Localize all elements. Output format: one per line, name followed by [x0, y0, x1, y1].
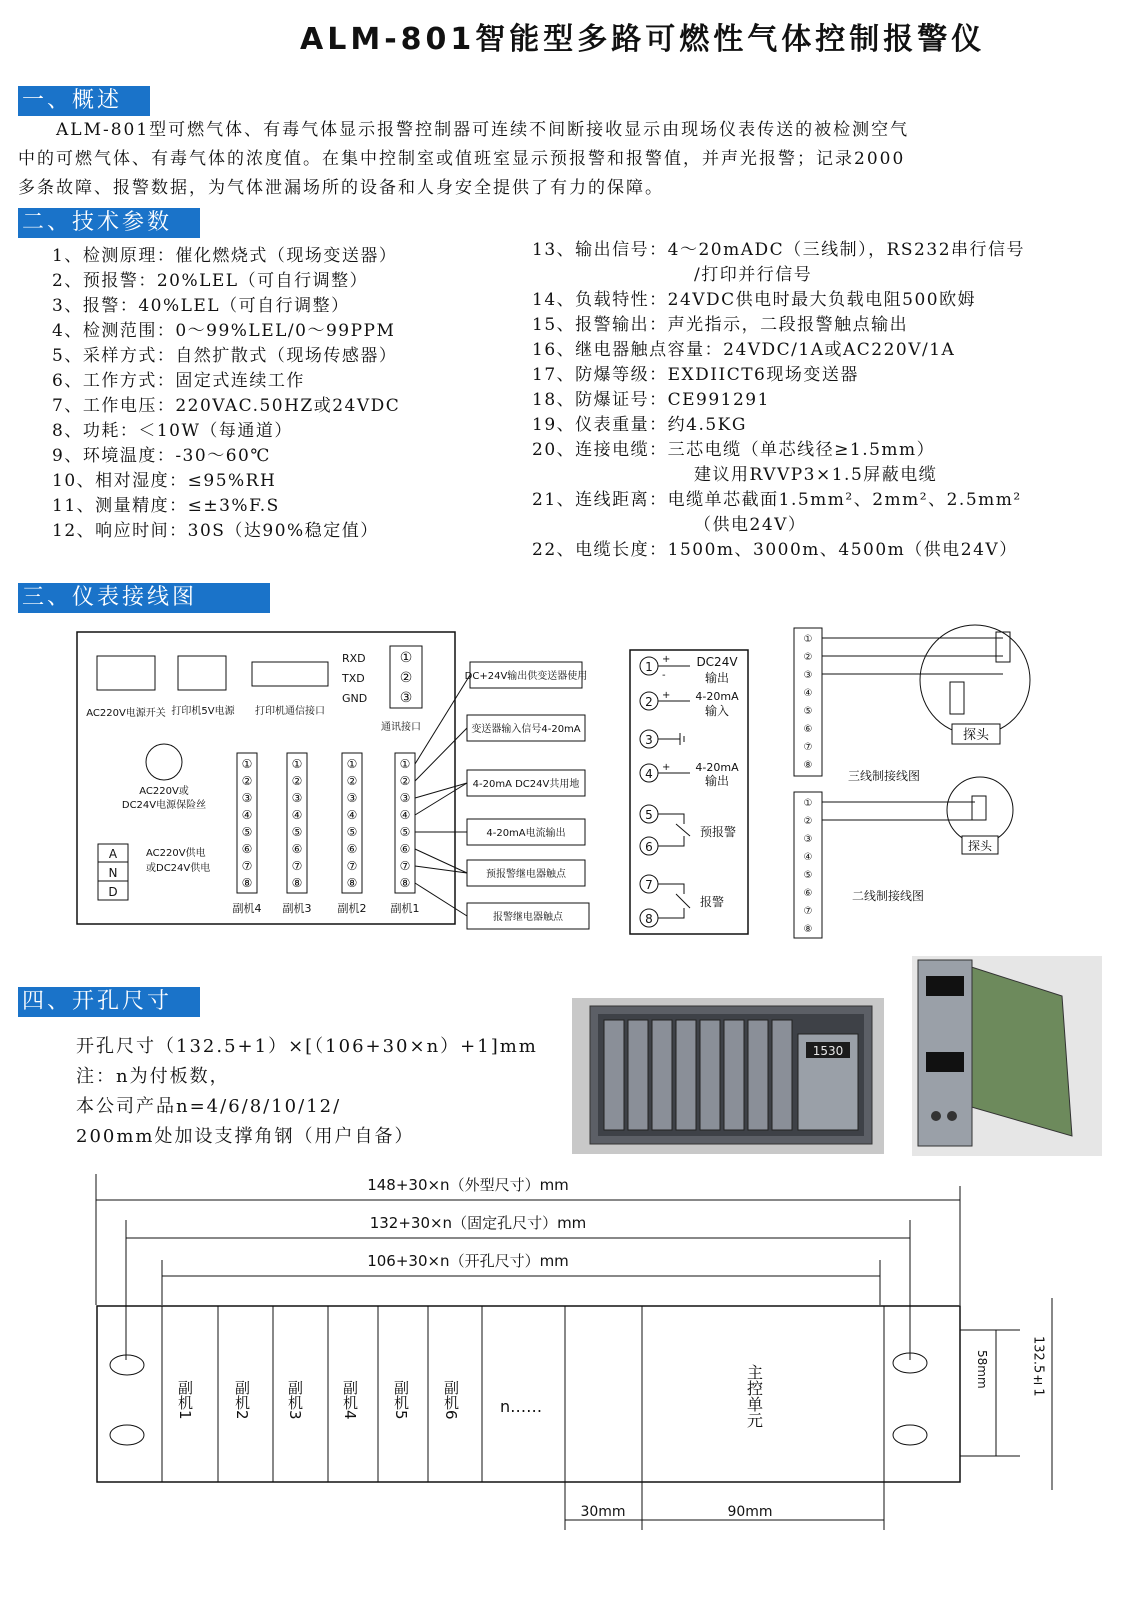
param-item: 14、负载特性：24VDC供电时最大负载电阻500欧姆	[532, 290, 977, 310]
svg-text:③: ③	[241, 791, 253, 805]
svg-text:②: ②	[399, 774, 411, 788]
svg-text:①: ①	[803, 798, 813, 809]
two-wire-probe-label: 探头	[967, 839, 993, 853]
gnd-label: GND	[342, 692, 368, 705]
svg-text:③: ③	[346, 791, 358, 805]
svg-text:⑧: ⑧	[241, 876, 253, 890]
section-heading-overview: 一、概述	[18, 86, 150, 116]
comm-term-3: ③	[399, 690, 413, 706]
param-item: 20、连接电缆：三芯电缆（单芯线径≥1.5mm）	[532, 440, 936, 460]
sub-unit-label: 副机3	[282, 902, 312, 915]
callout-5: 预报警继电器触点	[486, 869, 566, 880]
three-wire-probe-label: 探头	[962, 728, 990, 743]
svg-text:⑦: ⑦	[803, 742, 813, 753]
tb-dc24-a: DC24V	[696, 655, 738, 669]
three-wire-terms	[804, 634, 813, 771]
svg-text:⑤: ⑤	[241, 825, 253, 839]
sub-unit-4	[233, 753, 262, 915]
param-item: 18、防爆证号：CE991291	[532, 390, 770, 410]
and-supply-label-1: AC220V供电	[146, 848, 206, 859]
overview-line: 多条故障、报警数据，为气体泄漏场所的设备和人身安全提供了有力的保障。	[18, 178, 664, 198]
sub-unit-label: 副机4	[232, 902, 262, 915]
and-supply-label-2: 或DC24V供电	[146, 863, 211, 874]
overview-line: 中的可燃气体、有毒气体的浓度值。在集中控制室或值班室显示预报警和报警值，并声光报警；记录2000	[18, 149, 906, 169]
three-wire-probe-circle	[920, 625, 1030, 735]
slot-label: 副机2	[233, 1380, 251, 1420]
param-item: 19、仪表重量：约4.5KG	[532, 415, 747, 435]
slot-label: 副机5	[392, 1380, 410, 1420]
param-item: 3、报警：40%LEL（可自行调整）	[52, 296, 350, 316]
param-item: 1、检测原理：催化燃烧式（现场变送器）	[52, 246, 398, 266]
param-item: 4、检测范围：0～99%LEL/0～99PPM	[52, 321, 396, 341]
svg-text:⑤: ⑤	[291, 825, 303, 839]
param-item: 17、防爆等级：EXDIICT6现场变送器	[532, 365, 859, 385]
rxd-label: RXD	[342, 652, 366, 665]
cutout-line: 本公司产品n=4/6/8/10/12/	[76, 1096, 342, 1117]
three-wire-label: 三线制接线图	[848, 769, 921, 783]
tb-alarm: 报警	[700, 895, 725, 909]
comm-port-label: 通讯接口	[381, 722, 421, 733]
product-photo-rack	[572, 998, 884, 1154]
three-wire-terminal-strip	[794, 628, 822, 776]
slot-labels	[176, 1380, 460, 1420]
slot-label: 副机4	[341, 1380, 359, 1420]
svg-text:8: 8	[645, 912, 653, 926]
slot-label: 副机1	[176, 1380, 194, 1420]
svg-text:⑥: ⑥	[346, 842, 358, 856]
param-item: 6、工作方式：固定式连续工作	[52, 371, 305, 391]
svg-text:②: ②	[291, 774, 303, 788]
cutout-line: 注：n为付板数，	[76, 1066, 230, 1087]
svg-text:⑤: ⑤	[803, 706, 813, 717]
tb-out-a: 4-20mA	[695, 761, 739, 774]
svg-text:①: ①	[803, 634, 813, 645]
terminal-n: N	[108, 866, 118, 880]
cutout-notes	[76, 1032, 538, 1152]
param-item: 16、继电器触点容量：24VDC/1A或AC220V/1A	[532, 340, 956, 360]
two-wire-label: 二线制接线图	[852, 889, 925, 903]
overview-text	[18, 116, 1113, 203]
svg-text:⑥: ⑥	[241, 842, 253, 856]
slot-ellipsis: n……	[500, 1397, 543, 1416]
svg-text:①: ①	[346, 757, 358, 771]
sub-unit-label: 副机2	[337, 902, 367, 915]
callout-6: 报警继电器触点	[493, 912, 563, 923]
svg-text:③: ③	[291, 791, 303, 805]
svg-text:④: ④	[803, 688, 813, 699]
overview-line: ALM-801型可燃气体、有毒气体显示报警控制器可连续不间断接收显示由现场仪表传送的被检测空气	[18, 120, 910, 140]
printer-port-box	[252, 662, 328, 686]
printer-port-label: 打印机通信接口	[255, 706, 325, 717]
svg-text:①: ①	[291, 757, 303, 771]
terminal-d: D	[108, 885, 118, 899]
tb-in-b: 输入	[704, 704, 730, 718]
param-item: 13、输出信号：4～20mADC（三线制），RS232串行信号	[532, 240, 1026, 260]
svg-text:7: 7	[645, 878, 653, 892]
wiring-diagram	[0, 620, 1125, 950]
callouts	[465, 662, 589, 929]
sub-unit-label: 副机1	[390, 902, 420, 915]
page-title: ALM-801智能型多路可燃性气体控制报警仪	[300, 22, 986, 57]
sub-unit-2	[338, 753, 367, 915]
svg-text:④: ④	[291, 808, 303, 822]
tb-out-b: 输出	[704, 774, 730, 788]
cutout-line: 开孔尺寸（132.5+1）×[（106+30×n）+1]mm	[76, 1036, 538, 1057]
tb-in-a: 4-20mA	[695, 690, 739, 703]
main-unit-label: 主控单元	[744, 1364, 764, 1428]
param-item: 12、响应时间：30S（达90%稳定值）	[52, 521, 379, 541]
dim-58-label: 58mm	[975, 1350, 989, 1389]
tb-plus-2: +	[662, 690, 671, 701]
svg-text:②: ②	[241, 774, 253, 788]
svg-text:④: ④	[399, 808, 411, 822]
callout-4: 4-20mA电流输出	[486, 828, 566, 839]
section-heading-wiring: 三、仪表接线图	[18, 583, 270, 613]
svg-text:⑦: ⑦	[399, 859, 411, 873]
two-wire-probe-circle	[947, 777, 1013, 843]
svg-text:⑤: ⑤	[803, 870, 813, 881]
svg-text:6: 6	[645, 840, 653, 854]
tb-plus-1: +	[662, 654, 671, 665]
power-switch-label: AC220V电源开关	[86, 708, 166, 719]
dimension-drawing	[0, 1160, 1125, 1600]
comm-term-1: ①	[399, 650, 413, 666]
slot-label: 副机3	[286, 1380, 304, 1420]
dim-fixed-label: 132+30×n（固定孔尺寸）mm	[369, 1214, 587, 1232]
printer-power-box	[178, 656, 226, 690]
svg-text:⑦: ⑦	[803, 906, 813, 917]
terminal-a: A	[108, 847, 118, 861]
param-item: 5、采样方式：自然扩散式（现场传感器）	[52, 346, 398, 366]
svg-text:④: ④	[346, 808, 358, 822]
tb-dc24-b: 输出	[704, 671, 730, 685]
svg-text:⑧: ⑧	[803, 924, 813, 935]
svg-text:⑤: ⑤	[399, 825, 411, 839]
printer-power-label: 打印机5V电源	[171, 706, 235, 717]
svg-text:④: ④	[803, 852, 813, 863]
slot-label: 副机6	[442, 1380, 460, 1420]
svg-text:⑥: ⑥	[803, 724, 813, 735]
fuse-label-1: AC220V或	[139, 786, 189, 797]
param-item: 8、功耗：＜10W（每通道）	[52, 421, 293, 441]
tb-plus-3: +	[662, 762, 671, 773]
svg-text:4: 4	[645, 767, 653, 781]
param-item: 22、电缆长度：1500m、3000m、4500m（供电24V）	[532, 540, 1018, 560]
svg-text:3: 3	[645, 733, 653, 747]
two-wire-terms	[804, 798, 813, 935]
svg-text:③: ③	[803, 670, 813, 681]
svg-text:⑥: ⑥	[803, 888, 813, 899]
svg-text:2: 2	[645, 695, 653, 709]
svg-text:⑦: ⑦	[346, 859, 358, 873]
svg-text:③: ③	[803, 834, 813, 845]
svg-text:1: 1	[645, 660, 653, 674]
dim-1325-label: 132.5±1	[1030, 1336, 1046, 1397]
svg-text:⑥: ⑥	[399, 842, 411, 856]
svg-text:②: ②	[803, 816, 813, 827]
section-heading-params: 二、技术参数	[18, 208, 200, 238]
param-item: 2、预报警：20%LEL（可自行调整）	[52, 271, 369, 291]
svg-text:⑧: ⑧	[346, 876, 358, 890]
svg-text:②: ②	[803, 652, 813, 663]
power-switch-box	[97, 656, 155, 690]
dim-outer-label: 148+30×n（外型尺寸）mm	[367, 1176, 569, 1194]
param-item: 21、连线距离：电缆单芯截面1.5mm²、2mm²、2.5mm²	[532, 490, 1022, 510]
svg-text:5: 5	[645, 808, 653, 822]
fuse-icon	[146, 744, 182, 780]
tb-minus: -	[662, 670, 666, 681]
tb-pre-alarm: 预报警	[700, 825, 737, 839]
svg-text:①: ①	[399, 757, 411, 771]
svg-text:⑦: ⑦	[241, 859, 253, 873]
sub-unit-3	[283, 753, 312, 915]
svg-text:⑤: ⑤	[346, 825, 358, 839]
cutout-line: 200mm处加设支撑角钢（用户自备）	[76, 1126, 415, 1147]
callout-leaders	[415, 675, 470, 916]
dim-hole-label: 106+30×n（开孔尺寸）mm	[367, 1252, 569, 1270]
svg-text:②: ②	[346, 774, 358, 788]
callout-1: DC+24V输出供变送器使用	[464, 671, 588, 682]
comm-term-2: ②	[399, 670, 413, 686]
sub-unit-1	[391, 753, 420, 915]
param-item-cont: （供电24V）	[694, 515, 807, 535]
callout-3: 4-20mA DC24V共用地	[472, 779, 580, 790]
param-item: 7、工作电压：220VAC.50HZ或24VDC	[52, 396, 401, 416]
svg-text:③: ③	[399, 791, 411, 805]
txd-label: TXD	[342, 672, 365, 685]
panel-outline	[77, 632, 455, 924]
param-item: 11、测量精度：≤±3%F.S	[52, 496, 280, 516]
param-item: 9、环境温度：-30～60℃	[52, 446, 271, 466]
params-right-list	[532, 238, 1025, 563]
section-heading-cutout: 四、开孔尺寸	[18, 987, 200, 1017]
svg-text:⑦: ⑦	[291, 859, 303, 873]
param-item-cont: 建议用RVVP3×1.5屏蔽电缆	[694, 465, 938, 485]
params-left-list	[52, 244, 400, 544]
svg-text:⑥: ⑥	[291, 842, 303, 856]
svg-text:⑧: ⑧	[803, 760, 813, 771]
fuse-label-2: DC24V电源保险丝	[121, 800, 207, 811]
dim-90-label: 90mm	[727, 1504, 773, 1520]
param-item: 15、报警输出：声光指示，二段报警触点输出	[532, 315, 909, 335]
product-photo-board	[912, 956, 1102, 1156]
svg-text:⑧: ⑧	[399, 876, 411, 890]
callout-2: 变送器输入信号4-20mA	[471, 724, 581, 735]
svg-text:①: ①	[241, 757, 253, 771]
svg-text:⑧: ⑧	[291, 876, 303, 890]
param-item-cont: /打印并行信号	[694, 265, 813, 285]
display-readout: 1530	[812, 1044, 844, 1058]
dim-30-label: 30mm	[580, 1504, 626, 1520]
param-item: 10、相对湿度：≤95%RH	[52, 471, 277, 491]
svg-text:④: ④	[241, 808, 253, 822]
